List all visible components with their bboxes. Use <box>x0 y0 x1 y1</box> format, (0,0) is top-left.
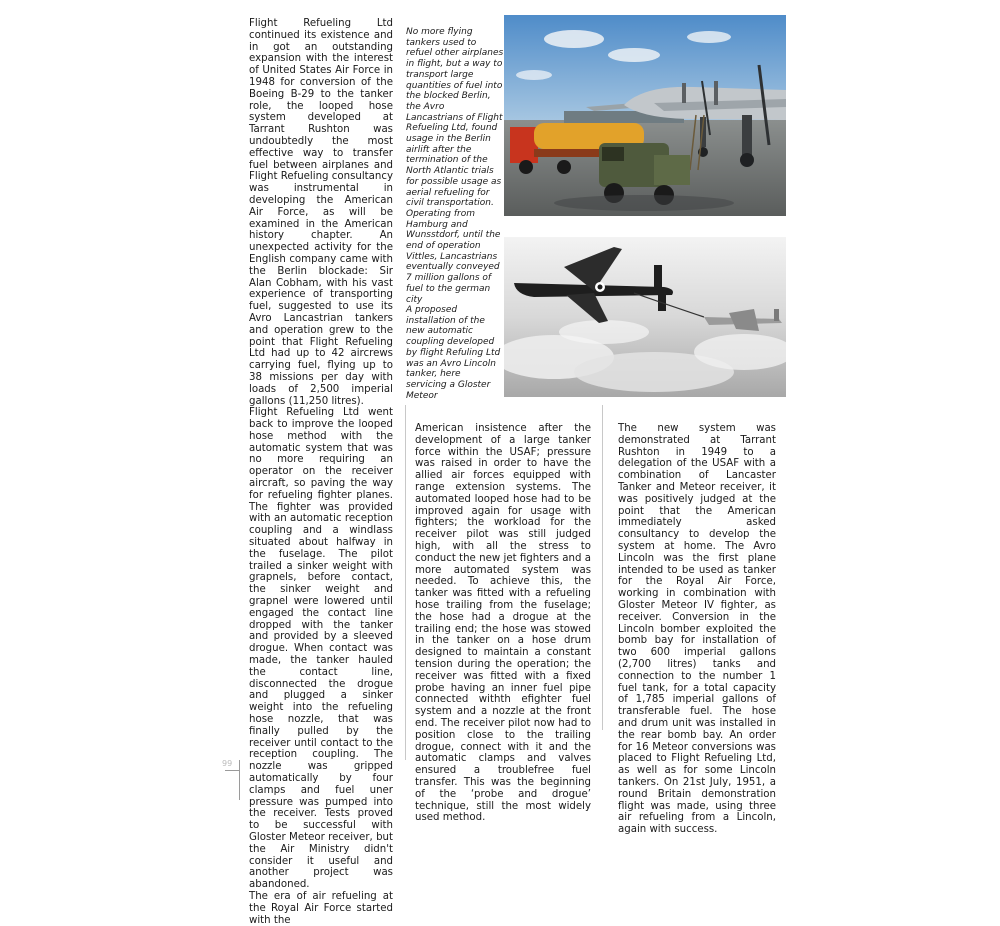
page-number: 99 <box>222 759 233 768</box>
paragraph: Flight Refueling Ltd continued its existence and in got an outstanding expansion with the interest of United States Air Force in 1948 for conversion of the Boeing B-29 to the tanker role, the looped hose system developed at Tarrant Rushton was undoubtedly the most effective way to transfer fuel between airplanes and Flight Refueling consultancy was instrumental in developing the American Air Force, as will be examined in the American history chapter. An unexpected activity for the English company came with the Berlin blockade: Sir Alan Cobham, with his vast experience of transporting fuel, suggested to use its Avro Lancastrian tankers and operation grew to the point that Flight Refueling Ltd had up to 42 aircrews carrying fuel, flying up to 38 missions per day with loads of 2,500 imperial gallons (11,250 litres). <box>249 18 393 407</box>
footer-rule <box>225 770 239 771</box>
photo-caption-berlin-airlift: No more flying tankers used to refuel other airplanes in flight, but a way to transport large quantities of fuel into the blocked Berlin, the Avro Lancastrians of Flight Refueling Ltd, found usage in the Berlin airlift after the termination of the North Atlantic trials for possible usage as aerial refueling for civil transportation. Operating from Hamburg and Wunsstdorf, until the end of operation Vittles, Lancastrians eventually conveyed 7 million gallons of fuel to the german city <box>406 27 504 305</box>
cloud <box>516 70 552 80</box>
cloud <box>559 320 649 344</box>
photo-caption-lincoln-meteor: A proposed installation of the new automatic coupling developed by flight Refuling Ltd was an Avro Lincoln tanker, here servicing a Gloster Meteor <box>406 305 501 401</box>
paragraph: American insistence after the development of a large tanker force within the USAF; pressure was raised in order to have the allied air forces equipped with range extension systems. The automated looped hose had to be improved again for usage with fighters; the workload for the receiver pilot was still judged high, with all the stress to conduct the new jet fighters and a more automated system was needed. To achieve this, the tanker was fitted with a refueling hose trailing from the fuselage; the hose had a drogue at the trailing end; the hose was stowed in the tanker on a hose drum designed to maintain a constant tension during the operation; the receiver was fitted with a fixed probe having an inner fuel pipe connected withth efighter fuel system and a nozzle at the front end. The receiver pilot now had to position close to the trailing drogue, connect with it and the automatic clamps and valves ensured a troublefree fuel transfer. This was the beginning of the ‘probe and drogue’ technique, still the most widely used method. <box>415 423 591 824</box>
paragraph: The new system was demonstrated at Tarrant Rushton in 1949 to a delegation of the USAF with a combination of Lancaster Tanker and Meteor receiver, it was positively judged at the point that the American immediately asked consultancy to develop the system at home. The Avro Lincoln was the first plane intended to be used as tanker for the Royal Air Force, working in combination with Gloster Meteor IV fighter, as receiver. Conversion in the Lincoln bomber exploited the bomb bay for installation of two 600 imperial gallons (2,700 litres) tanks and connection to the number 1 fuel tank, for a total capacity of 1,785 imperial gallons of transferable fuel. The hose and drum unit was installed in the rear bomb bay. An order for 16 Meteor conversions was placed to Flight Refueling Ltd, as well as for some Lincoln tankers. On 21st July, 1951, a round Britain demonstration flight was made, using three air refueling from a Lincoln, again with success. <box>618 423 776 836</box>
page-margin-rule <box>239 760 240 800</box>
photo-lancastrian-refuelling <box>504 15 786 216</box>
body-column-middle <box>415 423 591 824</box>
column-divider <box>602 405 603 730</box>
paragraph: Flight Refueling Ltd went back to improve the looped hose method with the automatic system that was no more requiring an operator on the receiver aircraft, so paving the way for refueling fighter planes. The fighter was provided with an automatic reception coupling and a windlass situated about halfway in the fuselage. The pilot trailed a sinker weight with grapnels, before contact, the sinker weight and grapnel were lowered until engaged the contact line dropped with the tanker and provided by a sleeved drogue. When contact was made, the tanker hauled the contact line, disconnected the drogue and plugged a sinker weight into the refueling hose nozzle, that was finally pulled by the receiver until contact to the reception coupling. The nozzle was gripped automatically by four clamps and fuel uner pressure was pumped into the receiver. Tests proved to be successful with Gloster Meteor receiver, but the Air Ministry didn't consider it useful and another project was abandoned. <box>249 407 393 891</box>
body-column-left <box>249 18 393 926</box>
body-column-right <box>618 423 776 836</box>
photo-lincoln-meteor <box>504 237 786 397</box>
shadow <box>554 195 734 211</box>
cloud <box>687 31 731 43</box>
paragraph: The era of air refueling at the Royal Air Force started with the <box>249 890 393 926</box>
cloud <box>544 30 604 48</box>
column-divider <box>405 405 406 760</box>
cloud <box>608 48 660 62</box>
